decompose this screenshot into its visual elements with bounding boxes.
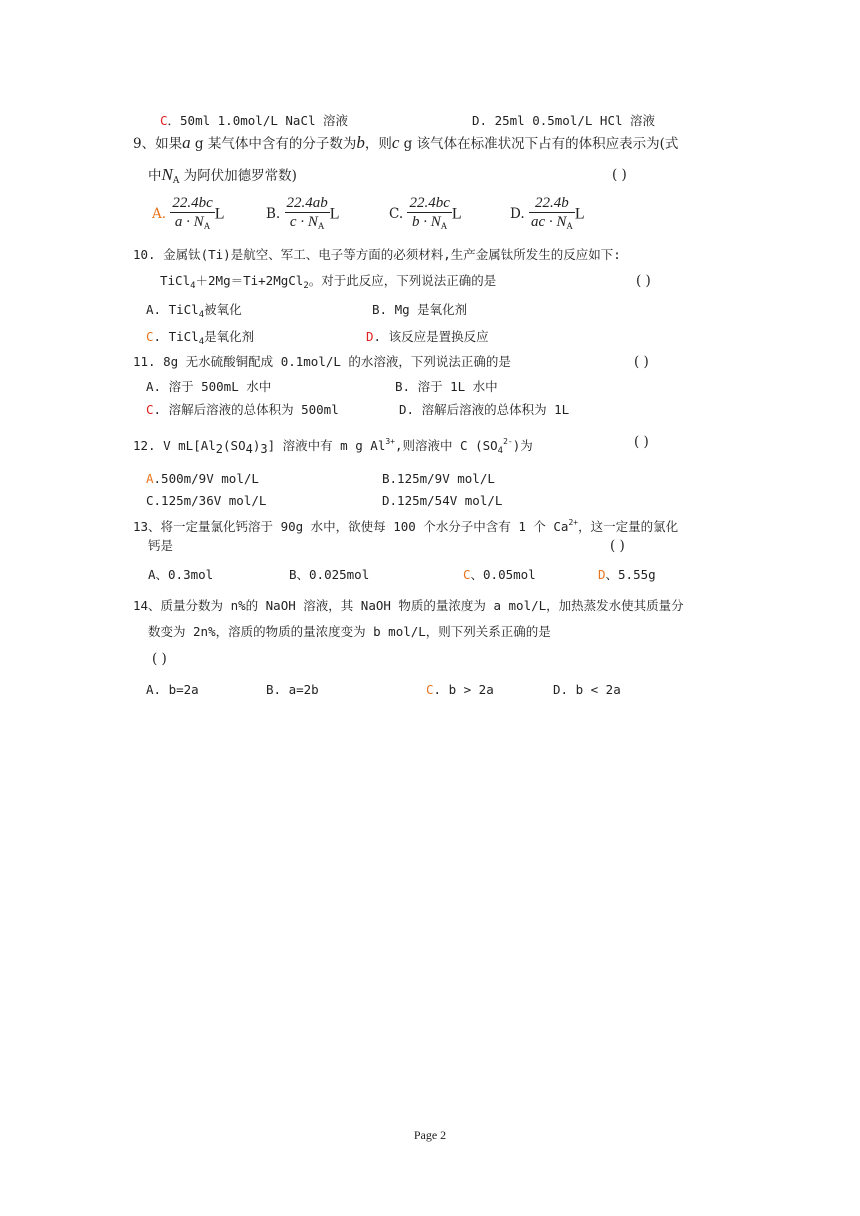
q12-option-d: D.125m/54V mol/L [382, 493, 503, 508]
page-number: Page 2 [413, 1128, 447, 1142]
q9-option-a: A. $\frac{22.4bc}{a \cdot N_A}$ L [152, 194, 225, 235]
q8-option-d: D. 25ml 0.5mol/L HCl 溶液 [472, 113, 656, 128]
q10-option-a: A. TiCl$_4$被氧化 [146, 302, 242, 320]
q13-answer-paren: ( ) [610, 538, 625, 554]
fraction: $\frac{22.4b}{ac \cdot N_A}$ [530, 195, 573, 231]
q10-equation: TiCl$_4$＋2Mg＝Ti+2MgCl$_2$。对于此反应，下列说法正确的是 [160, 273, 497, 291]
q11-stem: 11. 8g 无水硫酸铜配成 0.1mol/L 的水溶液，下列说法正确的是 [133, 354, 511, 369]
q14-answer-paren: ( ) [152, 651, 167, 667]
q14-stem-line1: 14、质量分数为 n%的 NaOH 溶液，其 NaOH 物质的量浓度为 a mol/L，加热蒸发水使其质量分 [133, 598, 684, 613]
q10-option-d: D. 该反应是置换反应 [366, 329, 489, 344]
q14-option-a: A. b=2a [146, 682, 199, 697]
fraction: $\frac{22.4ab}{c \cdot N_A}$ [286, 195, 328, 231]
q9-option-b: B. $\frac{22.4ab}{c \cdot N_A}$ L [266, 194, 340, 235]
q9-answer-paren: ( ) [612, 167, 627, 183]
q8-option-c: C．50ml 1.0mol/L NaCl 溶液 [160, 113, 349, 128]
q12-option-c: C.125m/36V mol/L [146, 493, 267, 508]
q13-stem-line2: 钙是 [148, 538, 174, 553]
q13-option-b: B、0.025mol [289, 567, 370, 582]
q10-stem: 10. 金属钛(Ti)是航空、军工、电子等方面的必须材料,生产金属钛所发生的反应如下: [133, 247, 621, 262]
q12-stem: 12. V mL[Al2(SO4)3] 溶液中有 m g $Al^{3+}$,则溶液中 C $(SO_4^{2-})$为 [133, 437, 533, 456]
q13-option-c: C、0.05mol [463, 567, 536, 582]
q14-option-c: C. b > 2a [426, 682, 494, 697]
q11-option-b: B. 溶于 1L 水中 [395, 379, 498, 394]
q12-answer-paren: ( ) [634, 434, 649, 450]
q9-stem-line1: 9、如果a g 某气体中含有的分子数为b，则c g 该气体在标准状况下占有的体积应表示为(式 [133, 133, 679, 152]
q12-option-a: A.500m/9V mol/L [146, 471, 259, 486]
q11-option-d: D. 溶解后溶液的总体积为 1L [399, 402, 570, 417]
q13-option-a: A、0.3mol [148, 567, 214, 582]
q10-option-b: B. Mg 是氧化剂 [372, 302, 468, 317]
q10-answer-paren: ( ) [636, 273, 651, 289]
q14-option-b: B. a=2b [266, 682, 319, 697]
q9-stem-line2: 中$N_A$ 为阿伏加德罗常数) [148, 165, 297, 186]
q13-option-d: D、5.55g [598, 567, 656, 582]
q10-option-c: C. TiCl$_4$是氧化剂 [146, 329, 255, 347]
q11-answer-paren: ( ) [634, 354, 649, 370]
fraction: $\frac{22.4bc}{a \cdot N_A}$ [172, 195, 213, 231]
q13-stem-line1: 13、将一定量氯化钙溶于 90g 水中，欲使每 100 个水分子中含有 1 个 $Ca^{2+}$，这一定量的氯化 [133, 518, 679, 534]
q12-option-b: B.125m/9V mol/L [382, 471, 495, 486]
q11-option-a: A. 溶于 500mL 水中 [146, 379, 272, 394]
q11-option-c: C. 溶解后溶液的总体积为 500ml [146, 402, 339, 417]
q9-option-c: C. $\frac{22.4bc}{b \cdot N_A}$ L [389, 194, 462, 235]
q14-stem-line2: 数变为 2n%，溶质的物质的量浓度变为 b mol/L，则下列关系正确的是 [148, 624, 551, 639]
q14-option-d: D. b < 2a [553, 682, 621, 697]
q9-option-d: D. $\frac{22.4b}{ac \cdot N_A}$ L [510, 194, 585, 235]
fraction: $\frac{22.4bc}{b \cdot N_A}$ [409, 195, 450, 231]
